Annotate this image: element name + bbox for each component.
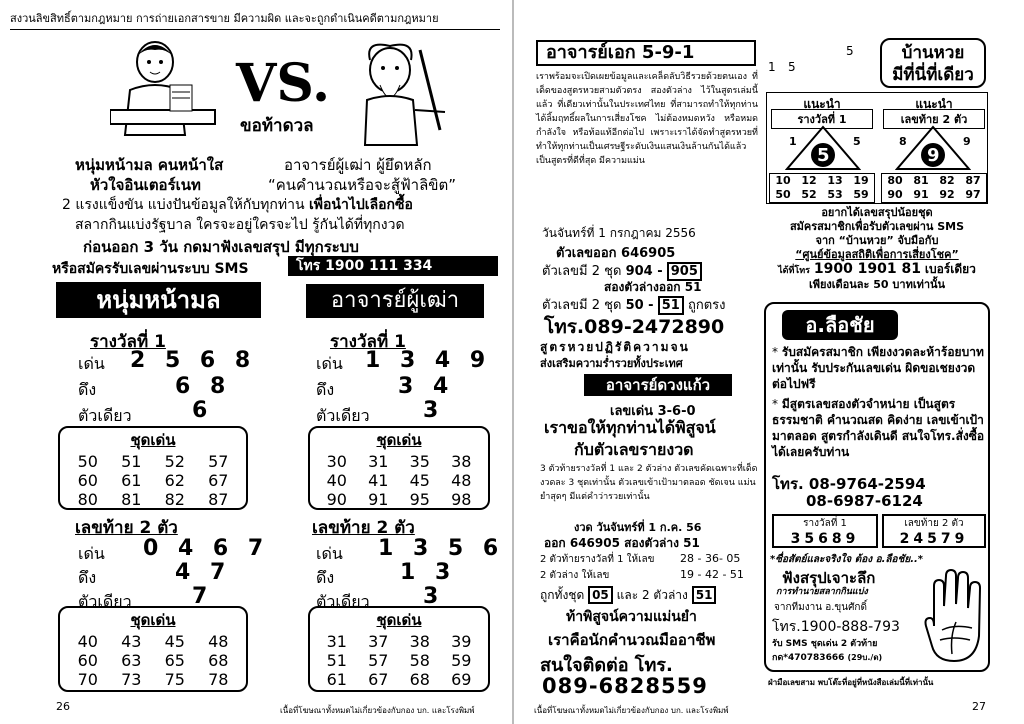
rec1-label: รางวัลที่ 1 [771, 109, 873, 129]
copyright-notice: สงวนลิขสิทธิ์ตามกฎหมาย การถ่ายเอกสารขาย มีความผิด และจะถูกดำเนินคดีตามกฎหมาย [10, 9, 500, 30]
column1-lead: 2 5 6 8 [130, 348, 257, 373]
challenge-subtitle: ขอท้าดวล [240, 116, 314, 136]
sms-line-1: อยากได้เลขสรุปน้อยชุด [821, 206, 933, 219]
set-number: 95 [409, 490, 430, 509]
duangkaew-contact: สนใจติดต่อ โทร. [540, 655, 673, 676]
column1-set2-title: ชุดเด่น [130, 611, 176, 629]
set-number: 37 [368, 632, 389, 651]
hit-b: 05 [588, 586, 613, 604]
sms-line-2: สมัครสมาชิกเพื่อรับตัวเลขผ่าน SMS [789, 220, 965, 233]
ajarn-date: วันจันทร์ที่ 1 กรกฎาคม 2556 [542, 226, 696, 240]
sms-line-6: เพียงเดือนละ 50 บาทเท่านั้น [808, 278, 946, 291]
duangkaew-pro: เราคือนักคำนวณมืออาชีพ [548, 631, 716, 649]
set-number: 65 [164, 651, 185, 670]
set-number: 61 [326, 670, 347, 689]
person2-desc: “คนคำนวณหรือจะสู้ฟ้าลิขิต” [268, 176, 457, 194]
rec2-label: เลขท้าย 2 ตัว [883, 109, 985, 129]
luechai-box-2-number: 24579 [899, 531, 969, 547]
set-number: 68 [208, 651, 229, 670]
column2-prize-title: รางวัลที่ 1 [330, 332, 406, 352]
column1-single2-label: ตัวเดียว [78, 592, 132, 611]
house-digit-3: 5 [846, 44, 854, 58]
rec1-numbers [769, 173, 875, 203]
luechai-phone-1: โทร. 08-9764-2594 [772, 475, 926, 493]
set-number: 91 [368, 490, 389, 509]
set-number: 51 [121, 452, 142, 471]
set-number: 90 [326, 490, 347, 509]
intro-line-2: สลากกินแบ่งรัฐบาล ใครจะอยู่ใครจะไป รู้กันได้ที่ทุกงวด [75, 217, 405, 233]
column1-pull2-label: ดึง [78, 568, 97, 587]
left-page-number: 26 [56, 700, 70, 713]
house-digits [766, 44, 876, 88]
hit-d: 51 [692, 586, 717, 604]
column1-last-title: เลขท้าย 2 ตัว [75, 518, 178, 538]
house-title-1: บ้านหวย [901, 43, 965, 63]
set-number: 48 [451, 471, 472, 490]
rec2-b: 9 [963, 135, 971, 148]
rec-number: 91 [913, 188, 929, 201]
column1-single-label: ตัวเดียว [78, 406, 132, 425]
intro-line-4: หรือสมัครรับเลขผ่านระบบ SMS [52, 261, 249, 277]
set-number: 40 [326, 471, 347, 490]
person2-name: อาจารย์ผู้เฒ่า ผู้ยึดหลัก [284, 156, 432, 174]
column1-set-box [58, 426, 248, 510]
duangkaew-row2: 19 - 42 - 51 [680, 568, 744, 581]
column1-set2-grid [60, 632, 246, 689]
sms-line-4: “ศูนย์ข้อมูลสถิติเพื่อการเสี่ยงโชค” [795, 248, 959, 261]
column1-header: หนุ่มหน้ามล [56, 282, 261, 318]
set-number: 45 [164, 632, 185, 651]
rec1-main: 5 [817, 145, 830, 166]
palm-code-row [772, 650, 882, 664]
rec-number: 81 [913, 174, 929, 187]
intro-text: 2 แรงแข็งขัน แบ่งปันข้อมูลให้กับทุกท่าน [62, 197, 309, 213]
set-number: 57 [208, 452, 229, 471]
set-number: 61 [121, 471, 142, 490]
recommend-panel [766, 92, 988, 204]
set-number: 41 [368, 471, 389, 490]
house-title-box [880, 38, 986, 88]
palm-sms: รับ SMS ชุดเด่น 2 ตัวท้าย [772, 639, 878, 649]
luechai-title: อ.ลือชัย [782, 310, 898, 340]
column2-lead2: 1 3 5 6 [378, 536, 505, 561]
set-number: 69 [451, 670, 472, 689]
column1-pull-label: ดึง [78, 380, 97, 399]
luechai-bullet-2-text: มีสูตรเลขสองตัวจำหน่าย เป็นสูตรธรรมชาติ คำนวณสด คิดง่าย เลขเข้าเป้ามาตลอด สูตรกำลังเดินดี สนใจโทร.สั่งซื้อได้เลยครับท่าน [772, 397, 985, 459]
rec-number: 50 [775, 188, 791, 201]
set-number: 70 [77, 670, 98, 689]
left-footer: เนื้อที่โฆษณาทั้งหมดไม่เกี่ยวข้องกับกอง บก. และโรงพิมพ์ [280, 706, 475, 715]
column2-set2-box [308, 606, 490, 692]
two-digit-b: 51 [658, 296, 684, 315]
vs-title: VS. [236, 53, 331, 114]
set-number: 51 [326, 651, 347, 670]
sms-block [766, 206, 988, 292]
set-number: 60 [77, 651, 98, 670]
rec-number: 90 [887, 188, 903, 201]
set-number: 78 [208, 670, 229, 689]
person1-name: หนุ่มหน้ามล คนหน้าใส [75, 156, 224, 174]
luechai-phone-2: 08-6987-6124 [806, 492, 923, 510]
three-digit-label: ตัวเลขมี 2 ชุด [542, 264, 622, 279]
palm-phone: โทร.1900-888-793 [772, 619, 900, 635]
column2-single2: 3 [423, 584, 439, 609]
rec-number: 87 [965, 174, 981, 187]
duangkaew-title: อาจารย์ดวงแก้ว [584, 374, 732, 396]
duangkaew-row1: 28 - 36- 05 [680, 552, 741, 565]
sms-phone-suffix: เบอร์เดียว [924, 262, 976, 276]
sms-line-3: จาก “บ้านหวย” จับมือกับ [815, 234, 939, 247]
sms-phone-label: ได้ที่โทร [778, 266, 810, 276]
old-master-cartoon [345, 40, 455, 150]
luechai-box-1-label: รางวัลที่ 1 [803, 518, 847, 529]
ajarn-phone: โทร.089-2472890 [544, 316, 725, 338]
column2-set2-grid [310, 632, 488, 689]
set-number: 82 [164, 490, 185, 509]
set-number: 60 [77, 471, 98, 490]
column1-prize-title: รางวัลที่ 1 [90, 332, 166, 352]
set-number: 52 [164, 452, 185, 471]
set-number: 80 [77, 490, 98, 509]
column2-pull2-label: ดึง [316, 568, 335, 587]
column2-pull-label: ดึง [316, 380, 335, 399]
palm-code: กด*470783666 [772, 653, 845, 663]
set-number: 59 [451, 651, 472, 670]
rec-number: 59 [853, 188, 869, 201]
column2-single: 3 [423, 398, 439, 423]
column2-pull: 3 4 [398, 374, 455, 399]
set-number: 75 [164, 670, 185, 689]
column1-set2-box [58, 606, 248, 692]
duangkaew-proof: ท้าพิสูจน์ความแม่นยำ [566, 609, 697, 625]
rec2-main: 9 [927, 145, 940, 166]
palm-note: ฝ่ามือเลขสาม พบโต๊ะที่อยู่ที่หนังสือเล่มนี้ที่เท่านั้น [768, 678, 934, 687]
set-number: 98 [451, 490, 472, 509]
set-number: 67 [208, 471, 229, 490]
rec2-numbers [881, 173, 987, 203]
young-man-cartoon [110, 40, 220, 140]
three-digit-a: 904 - [625, 264, 663, 279]
right-page [512, 0, 1024, 724]
set-number: 31 [368, 452, 389, 471]
rec1-a: 1 [789, 135, 797, 148]
rec1-b: 5 [853, 135, 861, 148]
duangkaew-row2-label: 2 ตัวล่าง ให้เลข [540, 570, 610, 581]
slogan-2: ส่งเสริมความร่ำรวยทั้งประเทศ [540, 357, 683, 370]
three-digit-b: 905 [667, 262, 702, 281]
set-number: 35 [409, 452, 430, 471]
rec-number: 19 [853, 174, 869, 187]
ajarn-issued: ตัวเลขออก 646905 [556, 246, 676, 261]
set-number: 62 [164, 471, 185, 490]
palm-title: ฟังสรุปเจาะลึก [782, 569, 876, 587]
set-number: 45 [409, 471, 430, 490]
intro-line-1 [62, 194, 413, 216]
column2-last-title: เลขท้าย 2 ตัว [312, 518, 415, 538]
column2-pull2: 1 3 [400, 560, 457, 585]
two-digit-c: ถูกตรง [687, 298, 726, 313]
ajarn-ek-text: เราพร้อมจะเปิดเผยข้อมูลและเคล็ดลับวิธีรวยด้วยตนเอง ที่เด็ดของสูตรหวยสามตัวตรง สองตัวล่าง ไว้ในสูตรเล่มนี้แล้ว ที่เดียวเท่านั้นในประเทศไทย ที่สามารถทำให้ทุกท่านได้ลิ้มฤทธิ์ผลในการเสี่ยงโชค ไม่ต้องหมดหวัง หรือหมดกำลังใจ หรือท้อแท้อีกต่อไป เพราะเราได้จัดทำสูตรหวยที่ทำให้ทุกท่านเป็นเศรษฐีระดับเงินแสนเงินล้านกันได้แล้ว เป็นสูตรที่ดีที่สุด มีความแม่น [536, 72, 758, 166]
sms-phone: 1900 1901 81 [813, 261, 922, 277]
rec-number: 52 [801, 188, 817, 201]
luechai-bullet-1: * รับสมัครสมาชิก เพียงงวดละห้าร้อยบาทเท่านั้น รับประกันเลขเด่น ผิดขอเชยงวดต่อไปฟรี [772, 345, 984, 391]
set-number: 38 [451, 452, 472, 471]
column2-set-box [308, 426, 490, 510]
luechai-box-2-label: เลขท้าย 2 ตัว [904, 518, 964, 529]
column2-set2-title: ชุดเด่น [376, 611, 422, 629]
duangkaew-result: ออก 646905 สองตัวล่าง 51 [544, 536, 700, 550]
set-number: 57 [368, 651, 389, 670]
luechai-box-1 [772, 514, 878, 548]
set-number: 87 [208, 490, 229, 509]
column2-header: อาจารย์ผู้เฒ่า [306, 284, 484, 318]
set-number: 63 [121, 651, 142, 670]
luechai-bullet-2: * มีสูตรเลขสองตัวจำหน่าย เป็นสูตรธรรมชาติ คำนวณสด คิดง่าย เลขเข้าเป้ามาตลอด สูตรกำลังเดินดี สนใจโทร.สั่งซื้อได้เลยครับท่าน [772, 397, 985, 459]
luechai-box-2 [882, 514, 986, 548]
duangkaew-date: งวด วันจันทร์ที่ 1 ก.ค. 56 [574, 521, 702, 534]
right-footer: เนื้อที่โฆษณาทั้งหมดไม่เกี่ยวข้องกับกอง บก. และโรงพิมพ์ [534, 706, 729, 715]
luechai-slogan: *ซื่อสัตย์และจริงใจ ต้อง อ.ลือชัย..* [770, 554, 924, 565]
set-number: 81 [121, 490, 142, 509]
phone-tag: โทร 1900 111 334 [288, 256, 498, 276]
set-number: 40 [77, 632, 98, 651]
rec-number: 12 [801, 174, 817, 187]
duangkaew-lead: เลขเด่น 3-6-0 [610, 404, 696, 419]
column2-set-title: ชุดเด่น [376, 431, 422, 449]
column2-single-label: ตัวเดียว [316, 406, 370, 425]
duangkaew-heading-2: กับตัวเลขรายงวด [574, 440, 694, 459]
hit-a: ถูกทั้งชุด [540, 588, 585, 602]
person1-desc: หัวใจอินเตอร์เนท [90, 176, 201, 194]
set-number: 73 [121, 670, 142, 689]
intro-line-3: ก่อนออก 3 วัน กดมาฟังเลขสรุป มีทุกระบบ [83, 238, 359, 256]
column1-set-title: ชุดเด่น [130, 431, 176, 449]
duangkaew-heading-1: เราขอให้ทุกท่านได้พิสูจน์ [544, 418, 716, 437]
set-number: 31 [326, 632, 347, 651]
sms-line-5 [766, 262, 988, 278]
rec1-title: แนะนำ [803, 97, 841, 111]
rec-number: 82 [939, 174, 955, 187]
set-number: 38 [409, 632, 430, 651]
set-number: 30 [326, 452, 347, 471]
set-number: 68 [409, 670, 430, 689]
set-number: 39 [451, 632, 472, 651]
duangkaew-phone: 089-6828559 [542, 674, 708, 698]
rec-number: 92 [939, 188, 955, 201]
house-digit-1: 1 [768, 60, 776, 74]
house-title-2: มีที่นี่ที่เดียว [892, 65, 974, 85]
intro-bold: เพื่อนำไปเลือกซื้อ [309, 197, 413, 213]
palm-hand-icon [924, 566, 984, 666]
duangkaew-hit-row [540, 586, 716, 605]
palm-price: (29บ./ด) [847, 653, 883, 662]
two-digit-label: ตัวเลขมี 2 ชุด [542, 298, 622, 313]
column2-single2-label: ตัวเดียว [316, 592, 370, 611]
hit-c: และ 2 ตัวล่าง [616, 588, 688, 602]
ajarn-ek-title: อาจารย์เอก 5-9-1 [536, 40, 756, 66]
rec-number: 97 [965, 188, 981, 201]
column1-set-grid [60, 452, 246, 509]
column1-single2: 7 [192, 584, 208, 609]
set-number: 50 [77, 452, 98, 471]
column1-pull2: 4 7 [175, 560, 232, 585]
rec2-a: 8 [899, 135, 907, 148]
column1-lead2: 0 4 6 7 [143, 536, 270, 561]
rec-number: 80 [887, 174, 903, 187]
column2-set-grid [310, 452, 488, 509]
slogan-1: สูตรหวยปฏิรัติความจน [540, 340, 690, 354]
column1-pull: 6 8 [175, 374, 232, 399]
set-number: 48 [208, 632, 229, 651]
palm-subtitle: การทำนายสลากกินแบ่ง [776, 587, 868, 597]
right-page-number: 27 [972, 700, 986, 713]
rec-number: 10 [775, 174, 791, 187]
duangkaew-row1-label: 2 ตัวท้ายรางวัลที่ 1 ให้เลข [540, 554, 655, 565]
two-digit-a: 50 - [625, 298, 654, 313]
ajarn-two-down: สองตัวล่างออก 51 [604, 280, 702, 294]
column1-single: 6 [192, 398, 208, 423]
column1-lead-label: เด่น [78, 354, 105, 373]
rec-number: 53 [827, 188, 843, 201]
duangkaew-text: 3 ตัวท้ายรางวัลที่ 1 และ 2 ตัวล่าง ตัวเลขคัดเฉพาะที่เด็ด งวดละ 3 ชุดเท่านั้น ตัวเลขเข้าเป้ามาตลอด ชัดเจน แม่นยำสุดๆ มีแต่คำว่ารวยเท่านั้น [540, 464, 758, 502]
luechai-box-1-number: 35689 [790, 531, 860, 547]
column2-lead-label: เด่น [316, 354, 343, 373]
house-digit-2: 5 [788, 60, 796, 74]
set-number: 43 [121, 632, 142, 651]
palm-from: จากทีมงาน อ.ขุนศักดิ์ [774, 602, 867, 613]
column2-lead: 1 3 4 9 [365, 348, 492, 373]
rec2-title: แนะนำ [915, 97, 953, 111]
luechai-bullet-1-text: รับสมัครสมาชิก เพียงงวดละห้าร้อยบาทเท่านั้น รับประกันเลขเด่น ผิดขอเชยงวดต่อไปฟรี [772, 345, 984, 391]
set-number: 67 [368, 670, 389, 689]
set-number: 58 [409, 651, 430, 670]
column2-lead2-label: เด่น [316, 544, 343, 563]
column1-lead2-label: เด่น [78, 544, 105, 563]
rec-number: 13 [827, 174, 843, 187]
